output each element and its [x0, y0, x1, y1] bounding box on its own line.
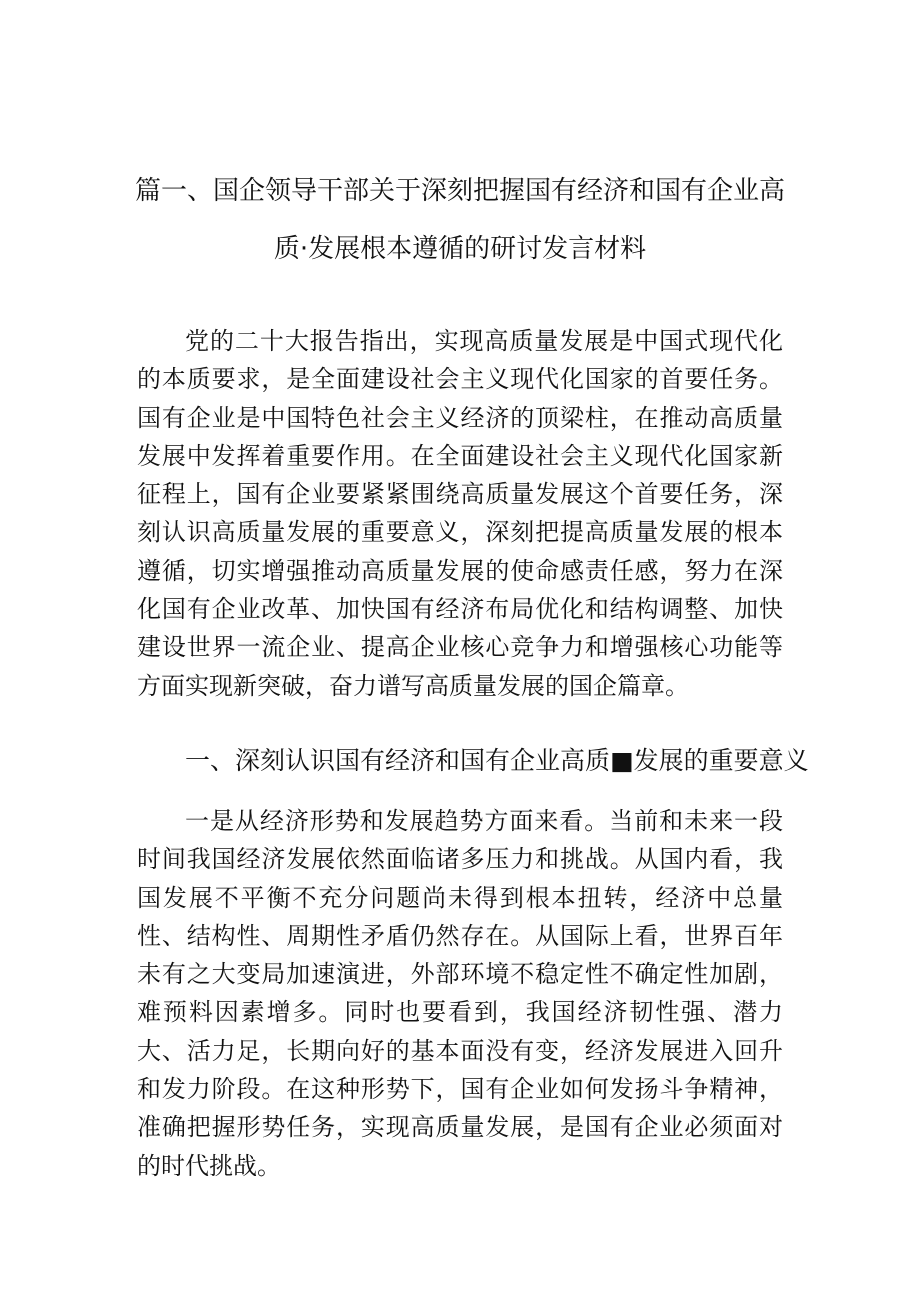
- section-1-paragraph-1: 一是从经济形势和发展趋势方面来看。当前和未来一段时间我国经济发展依然面临诸多压力和挑战。从国内看，我国发展不平衡不充分问题尚未得到根本扭转，经济中总量性、结构性、周期性矛盾仍然存在。从国际上看，世界百年未有之大变局加速演进，外部环境不稳定性不确定性加剧，难预料因素增多。同时也要看到，我国经济韧性强、潜力大、活力足，长期向好的基本面没有变，经济发展进入回升和发力阶段。在这种形势下，国有企业如何发扬斗争精神，准确把握形势任务，实现高质量发展，是国有企业必须面对的时代挑战。: [137, 807, 783, 1180]
- document-title-line-1: 篇一、国企领导干部关于深刻把握国有经济和国有企业高: [134, 176, 785, 206]
- intro-paragraph: 党的二十大报告指出，实现高质量发展是中国式现代化的本质要求，是全面建设社会主义现代化国家的首要任务。国有企业是中国特色社会主义经济的顶梁柱，在推动高质量发展中发挥着重要作用。在全面建设社会主义现代化国家新征程上，国有企业要紧紧围绕高质量发展这个首要任务，深刻认识高质量发展的重要意义，深刻把提高质量发展的根本遵循，切实增强推动高质量发展的使命感责任感，努力在深化国有企业改革、加快国有经济布局优化和结构调整、加快建设世界一流企业、提高企业核心竞争力和增强核心功能等方面实现新突破，奋力谱写高质量发展的国企篇章。: [137, 327, 783, 700]
- section-heading-1: 一、深刻认识国有经济和国有企业高质■发展的重要意义: [185, 746, 809, 775]
- document-title-line-2: 质·发展根本遵循的研讨发言材料: [273, 234, 647, 264]
